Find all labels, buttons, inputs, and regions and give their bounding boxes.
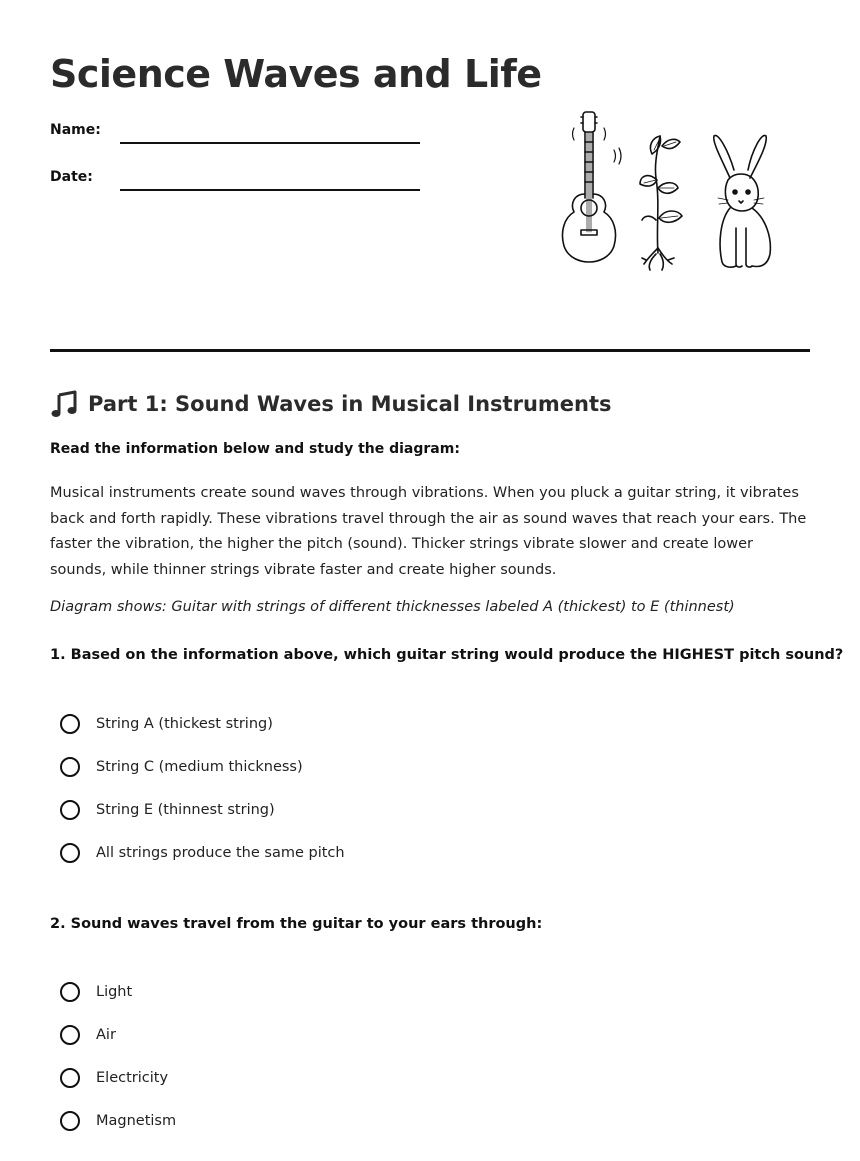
- section-divider: [50, 349, 810, 352]
- name-label: Name:: [50, 122, 101, 138]
- date-field[interactable]: [120, 189, 420, 191]
- guitar-icon: [562, 112, 621, 262]
- option-label: Electricity: [96, 1070, 169, 1086]
- radio-button[interactable]: [60, 1111, 80, 1131]
- radio-button[interactable]: [60, 714, 80, 734]
- radio-button[interactable]: [60, 982, 80, 1002]
- diagram-caption: Diagram shows: Guitar with strings of different thicknesses labeled A (thickest) to E (thinnest): [50, 599, 735, 615]
- q1-option-d[interactable]: [60, 840, 345, 866]
- q1-option-b[interactable]: [60, 754, 303, 780]
- option-label: String A (thickest string): [96, 716, 273, 732]
- radio-button[interactable]: [60, 1025, 80, 1045]
- info-paragraph: Musical instruments create sound waves through vibrations. When you pluck a guitar string, it vibrates back and forth rapidly. These vibrations travel through the air as sound waves that reach your ears. The faster the vibration, the higher the pitch (sound). Thicker strings vibrate slower and create lower sounds, while thinner strings vibrate faster and create higher sounds.: [50, 485, 807, 578]
- option-label: Magnetism: [96, 1113, 177, 1129]
- q2-option-b[interactable]: [60, 1022, 116, 1048]
- question-2: 2. Sound waves travel from the guitar to your ears through:: [50, 916, 543, 932]
- rabbit-icon: [714, 135, 771, 267]
- radio-button[interactable]: [60, 843, 80, 863]
- q1-option-c[interactable]: [60, 797, 275, 823]
- radio-button[interactable]: [60, 757, 80, 777]
- instruction-text: Read the information below and study the diagram:: [50, 441, 460, 457]
- q2-option-c[interactable]: [60, 1065, 168, 1091]
- name-field[interactable]: [120, 142, 420, 144]
- option-label: Air: [96, 1027, 116, 1043]
- q2-option-d[interactable]: [60, 1108, 176, 1134]
- q1-option-a[interactable]: [60, 711, 273, 737]
- name-field-row: [50, 122, 422, 146]
- radio-button[interactable]: [60, 800, 80, 820]
- option-label: String C (medium thickness): [96, 759, 303, 775]
- date-label: Date:: [50, 169, 93, 185]
- option-label: String E (thinnest string): [96, 802, 275, 818]
- part1-heading: [50, 388, 612, 420]
- date-field-row: [50, 169, 422, 193]
- music-note-icon: [50, 389, 80, 419]
- option-label: Light: [96, 984, 133, 1000]
- header-illustration: [552, 108, 782, 273]
- part1-title: Part 1: Sound Waves in Musical Instruments: [88, 392, 612, 416]
- plant-icon: [640, 136, 682, 270]
- q2-option-a[interactable]: [60, 979, 132, 1005]
- page-title: Science Waves and Life: [50, 52, 542, 96]
- option-label: All strings produce the same pitch: [96, 845, 345, 861]
- question-1: 1. Based on the information above, which guitar string would produce the HIGHEST pitch sound?: [50, 647, 844, 663]
- radio-button[interactable]: [60, 1068, 80, 1088]
